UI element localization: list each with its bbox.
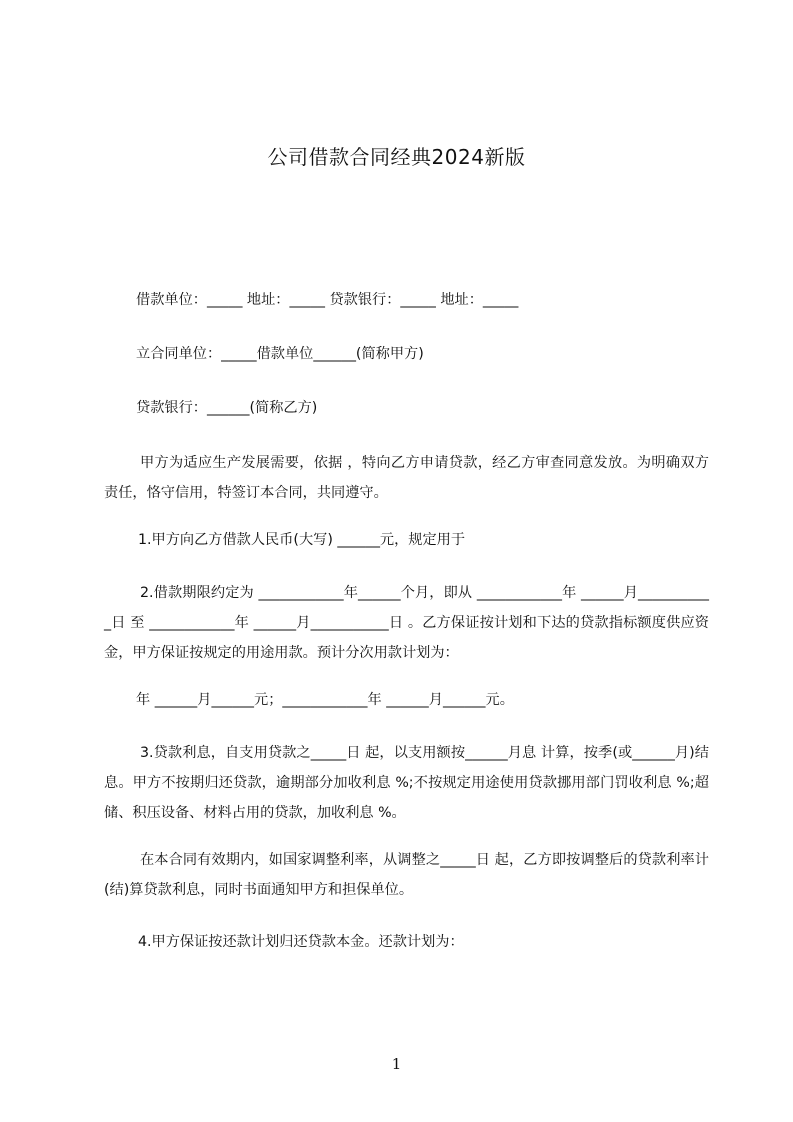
contract-unit-line: 立合同单位：_____借款单位______(简称甲方) — [136, 346, 424, 362]
clause-2: 2.借款期限约定为 ____________年______个月，即从 ____________年 ______月___________日 至 ____________年 ______月___________日 。乙方保证按计划和下达的贷款指标额度供应资金，甲方保证按规定的用途用款。预计分次用款计划为： — [104, 585, 709, 661]
rate-change-paragraph: 在本合同有效期内，如国家调整利率，从调整之_____日 起，乙方即按调整后的贷款利率计(结)算贷款利息，同时书面通知甲方和担保单位。 — [104, 852, 709, 898]
clause-4: 4.甲方保证按还款计划归还贷款本金。还款计划为： — [138, 934, 464, 950]
parties-line: 借款单位：_____ 地址：_____ 贷款银行：_____ 地址：_____ — [136, 292, 519, 308]
page-number: 1 — [391, 1055, 402, 1073]
schedule-line: 年 ______月______元；____________年 ______月______元。 — [136, 692, 514, 708]
clause-1: 1.甲方向乙方借款人民币(大写) ______元，规定用于 — [138, 532, 466, 548]
lender-line: 贷款银行：______(简称乙方) — [136, 400, 318, 416]
preamble-paragraph: 甲方为适应生产发展需要，依据 ，特向乙方申请贷款，经乙方审查同意发放。为明确双方责任，恪守信用，特签订本合同，共同遵守。 — [104, 455, 709, 501]
document-title: 公司借款合同经典2024新版 — [267, 145, 526, 169]
clause-3: 3.贷款利息，自支用贷款之_____日 起，以支用额按______月息 计算，按季(或______月)结息。甲方不按期归还贷款，逾期部分加收利息 %;不按规定用途使用贷款挪用部门罚收利息 %;超储、积压设备、材料占用的贷款，加收利息 %。 — [104, 745, 709, 821]
